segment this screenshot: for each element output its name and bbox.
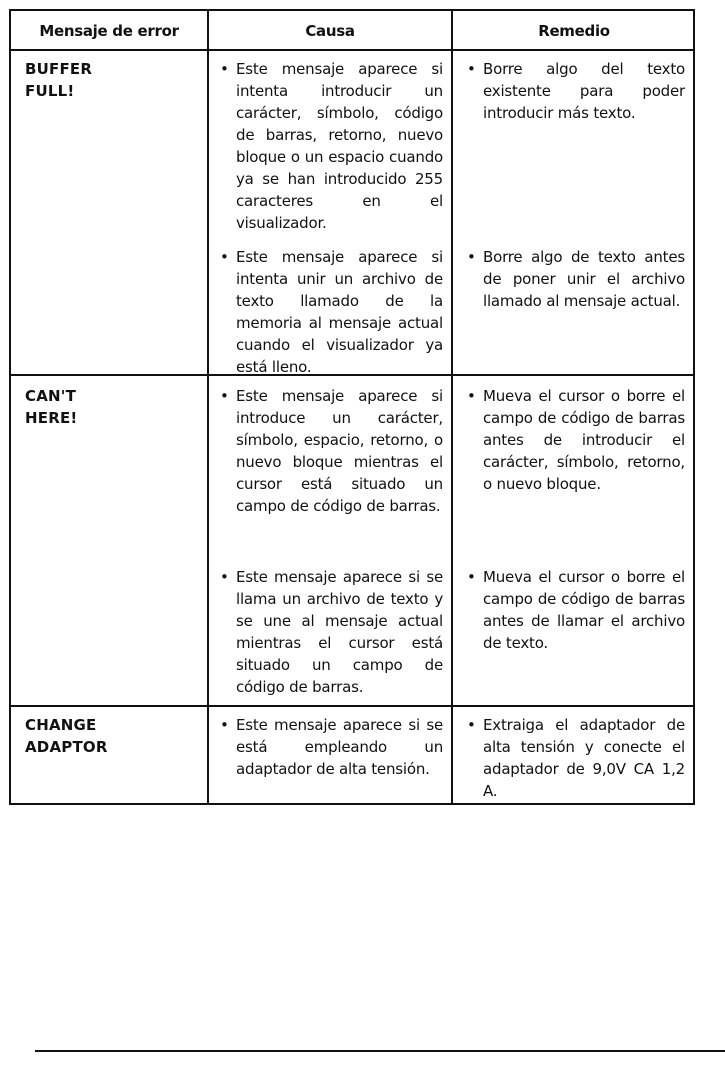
page-footer-rule xyxy=(35,1050,725,1052)
remedy-item: • Mueva el cursor o borre el campo de código de barras antes de introducir el carácter, símbolo, retorno, o nuevo bloque. xyxy=(467,387,685,493)
row-divider xyxy=(11,705,693,707)
column-divider xyxy=(451,11,453,803)
error-name-cant-here: CAN'T HERE! xyxy=(25,387,78,427)
cause-item: • Este mensaje aparece si se llama un archivo de texto y se une al mensaje actual mientras el cursor está situado un campo de código de barras. xyxy=(220,568,443,696)
error-name-buffer-full: BUFFER FULL! xyxy=(25,60,93,100)
header-causa: Causa xyxy=(305,22,355,40)
column-divider xyxy=(207,11,209,803)
remedy-item: • Extraiga el adaptador de alta tensión y conecte el adaptador de 9,0V CA 1,2 A. xyxy=(467,716,685,800)
error-name-change-adaptor: CHANGE ADAPTOR xyxy=(25,716,108,756)
remedy-item: • Borre algo de texto antes de poner unir el archivo llamado al mensaje actual. xyxy=(467,248,685,310)
remedy-item: • Mueva el cursor o borre el campo de código de barras antes de llamar el archivo de texto. xyxy=(467,568,685,652)
cause-item: • Este mensaje aparece si intenta unir un archivo de texto llamado de la memoria al mensaje actual cuando el visualizador ya está lleno. xyxy=(220,248,443,376)
header-remedio: Remedio xyxy=(538,22,610,40)
cause-item: • Este mensaje aparece si intenta introducir un carácter, símbolo, código de barras, retorno, nuevo bloque o un espacio cuando ya se han introducido 255 caracteres en el visualizador. xyxy=(220,60,443,232)
cause-item: • Este mensaje aparece si introduce un carácter, símbolo, espacio, retorno, o nuevo bloque mientras el cursor está situado un campo de código de barras. xyxy=(220,387,443,515)
remedy-item: • Borre algo del texto existente para poder introducir más texto. xyxy=(467,60,685,122)
header-mensaje: Mensaje de error xyxy=(39,22,179,40)
error-message-table xyxy=(9,9,695,805)
cause-item: • Este mensaje aparece si se está empleando un adaptador de alta tensión. xyxy=(220,716,443,778)
